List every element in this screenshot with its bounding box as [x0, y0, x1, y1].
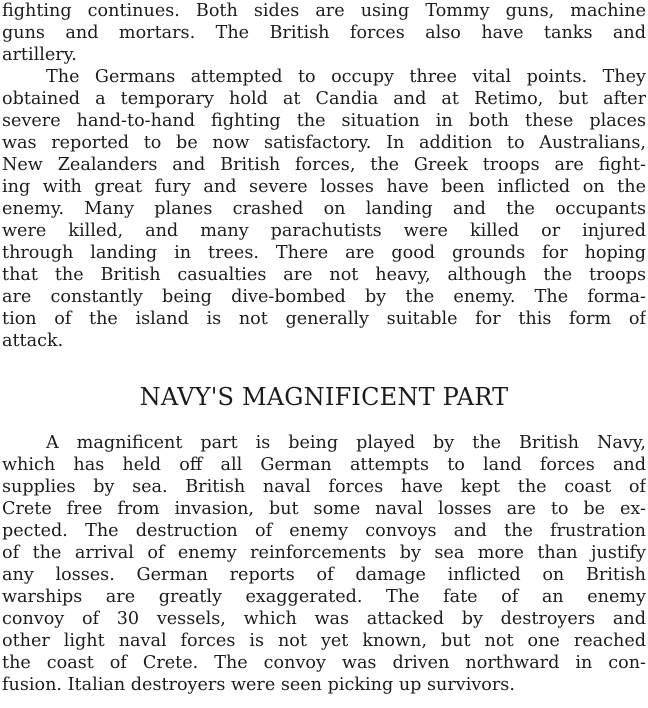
- text-line: fighting continues. Both sides are using Tommy guns, machine: [2, 1, 646, 21]
- text-line: other light naval forces is not yet known, but not one reached: [2, 631, 646, 651]
- text-line: the coast of Crete. The convoy was driven northward in con-: [2, 653, 646, 673]
- text-line: guns and mortars. The British forces also have tanks and: [2, 23, 646, 43]
- text-line: The Germans attempted to occupy three vital points. They: [46, 67, 646, 87]
- text-line: that the British casualties are not heavy, although the troops: [2, 265, 646, 285]
- text-line: New Zealanders and British forces, the Greek troops are fight-: [2, 155, 646, 175]
- text-line: warships are greatly exaggerated. The fate of an enemy: [2, 587, 646, 607]
- text-line: which has held off all German attempts to land forces and: [2, 455, 646, 475]
- text-line: was reported to be now satisfactory. In addition to Australians,: [2, 133, 646, 153]
- text-line: convoy of 30 vessels, which was attacked by destroyers and: [2, 609, 646, 629]
- text-line: Crete free from invasion, but some naval losses are to be ex-: [2, 499, 646, 519]
- text-line: enemy. Many planes crashed on landing and the occupants: [2, 199, 646, 219]
- text-line: were killed, and many parachutists were killed or injured: [2, 221, 646, 241]
- text-line: attack.: [2, 331, 64, 351]
- text-line: fusion. Italian destroyers were seen picking up survivors.: [2, 675, 515, 695]
- text-line: severe hand-to-hand fighting the situation in both these places: [2, 111, 646, 131]
- text-line: pected. The destruction of enemy convoys and the frustration: [2, 521, 646, 541]
- text-line: artillery.: [2, 45, 77, 65]
- text-line: any losses. German reports of damage inflicted on British: [2, 565, 646, 585]
- section-heading: NAVY'S MAGNIFICENT PART: [139, 383, 509, 411]
- text-line: of the arrival of enemy reinforcements by sea more than justify: [2, 543, 646, 563]
- text-line: through landing in trees. There are good grounds for hoping: [2, 243, 646, 263]
- text-line: obtained a temporary hold at Candia and at Retimo, but after: [2, 89, 646, 109]
- text-line: ing with great fury and severe losses have been inflicted on the: [2, 177, 646, 197]
- text-line: A magnificent part is being played by the British Navy,: [46, 433, 646, 453]
- text-line: tion of the island is not generally suitable for this form of: [2, 309, 646, 329]
- text-line: are constantly being dive-bombed by the enemy. The forma-: [2, 287, 646, 307]
- text-line: supplies by sea. British naval forces have kept the coast of: [2, 477, 646, 497]
